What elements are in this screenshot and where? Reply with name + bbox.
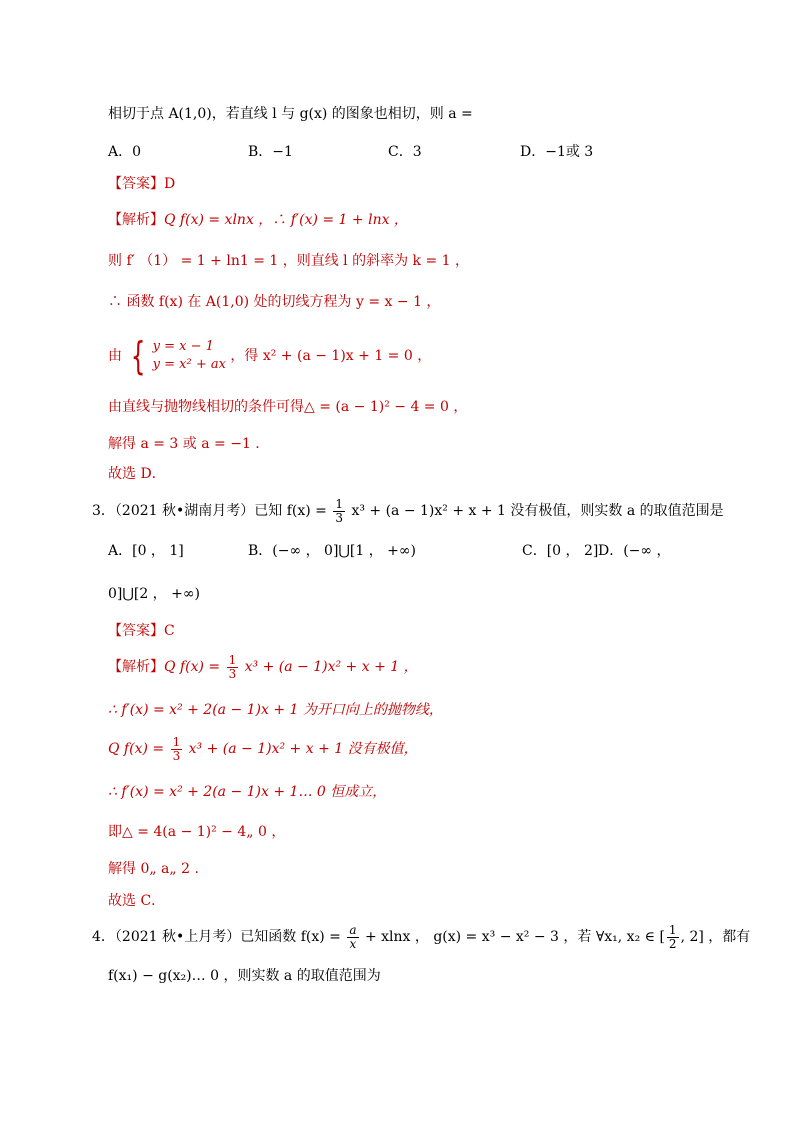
system-eq-2: y = x² + ax xyxy=(152,357,226,372)
q2-step-2: 则 f′ （1） = 1 + ln1 = 1 ，则直线 l 的斜率为 k = 1 ， xyxy=(108,253,470,269)
q3-l3-prefix: Q f(x) = xyxy=(108,741,165,757)
q4-stem-line-2: f(x₁) − g(x₂)… 0 ，则实数 a 的取值范围为 xyxy=(108,968,381,984)
q3-answer-value: C xyxy=(164,623,175,639)
fraction xyxy=(333,498,345,525)
frac-num: a xyxy=(349,922,357,937)
answer-tag: 【答案】 xyxy=(108,176,164,192)
q3-analysis-line-1 xyxy=(108,652,418,682)
q2-conclusion: 故选 D． xyxy=(108,466,166,482)
q2-answer-value: D xyxy=(164,176,176,192)
q3-step-5: 即△ = 4(a − 1)² − 4„ 0 ， xyxy=(108,824,286,840)
fraction xyxy=(347,924,358,951)
frac-num: 1 xyxy=(335,496,343,511)
q2-step-3: ∴ 函数 f(x) 在 A(1,0) 处的切线方程为 y = x − 1 ， xyxy=(108,294,441,310)
q2-system-suffix: ，得 x² + (a − 1)x + 1 = 0 ， xyxy=(230,348,432,364)
q2-step-1: Q f(x) = xlnx ，∴ f′(x) = 1 + lnx ， xyxy=(164,212,408,228)
q2-option-c: C．3 xyxy=(388,144,422,160)
q3-stem xyxy=(92,496,724,526)
q3-answer-line xyxy=(108,621,175,641)
q3-l1-prefix: Q f(x) = xyxy=(164,659,221,675)
q3-option-b: B．(−∞ ， 0]⋃[1 ， +∞) xyxy=(248,543,417,559)
frac-num: 1 xyxy=(668,922,677,937)
q2-options xyxy=(108,142,668,162)
q2-analysis-line-1 xyxy=(108,210,408,230)
q2-option-a: A．0 xyxy=(108,144,142,160)
q2-stem-tail: 相切于点 A(1,0)，若直线 l 与 g(x) 的图象也相切，则 a = xyxy=(108,106,473,122)
q2-step-4: 由直线与抛物线相切的条件可得△ = (a − 1)² − 4 = 0 ， xyxy=(108,399,468,415)
q2-answer-line xyxy=(108,174,175,194)
answer-tag: 【答案】 xyxy=(108,623,164,639)
q3-option-d-wrap: 0]⋃[2 ， +∞) xyxy=(108,586,200,602)
q2-option-b: B．−1 xyxy=(248,144,293,160)
frac-den: x xyxy=(349,936,357,951)
equation-system xyxy=(126,334,226,378)
q3-step-4: ∴ f′(x) = x² + 2(a − 1)x + 1… 0 恒成立， xyxy=(108,784,387,800)
q3-stem-prefix: 3．（2021 秋•湖南月考）已知 f(x) = xyxy=(92,503,327,519)
q4-stem-suffix: , 2] ，都有 xyxy=(680,929,751,945)
q3-l1-suffix: x³ + (a − 1)x² + x + 1 ， xyxy=(244,659,418,675)
q4-stem xyxy=(92,922,750,952)
analysis-tag: 【解析】 xyxy=(108,659,164,675)
system-eq-1: y = x − 1 xyxy=(152,339,214,354)
fraction xyxy=(171,736,183,763)
q3-step-2: ∴ f′(x) = x² + 2(a − 1)x + 1 为开口向上的抛物线， xyxy=(108,702,443,718)
q2-system-line xyxy=(108,336,431,376)
q3-option-c: C．[0 ， 2] xyxy=(522,543,599,559)
q4-stem-prefix: 4．（2021 秋•上月考）已知函数 f(x) = xyxy=(92,929,341,945)
q3-option-a: A．[0 ， 1] xyxy=(108,543,184,559)
q3-step-3 xyxy=(108,734,418,764)
frac-den: 2 xyxy=(668,936,677,951)
q3-option-d: D．(−∞ ， xyxy=(598,543,671,559)
q3-l3-suffix: x³ + (a − 1)x² + x + 1 没有极值， xyxy=(188,741,418,757)
frac-den: 3 xyxy=(335,510,343,525)
q4-stem-mid: + xlnx ， g(x) = x³ − x² − 3 ，若 ∀x₁, x₂ ∈ [ xyxy=(364,929,665,945)
q3-stem-suffix: x³ + (a − 1)x² + x + 1 没有极值，则实数 a 的取值范围是 xyxy=(351,503,724,519)
q3-options xyxy=(108,541,708,561)
fraction xyxy=(227,654,239,681)
q3-step-6: 解得 0„ a„ 2 . xyxy=(108,861,199,877)
fraction xyxy=(667,924,679,951)
frac-num: 1 xyxy=(172,734,181,749)
q3-conclusion: 故选 C． xyxy=(108,893,166,909)
frac-den: 3 xyxy=(228,666,237,681)
frac-den: 3 xyxy=(172,748,181,763)
q2-option-d: D．−1或 3 xyxy=(520,144,594,160)
frac-num: 1 xyxy=(228,652,237,667)
left-brace-icon: { xyxy=(131,334,146,378)
q2-system-prefix: 由 xyxy=(108,348,122,364)
analysis-tag: 【解析】 xyxy=(108,212,164,228)
q2-step-5: 解得 a = 3 或 a = −1 . xyxy=(108,436,260,452)
